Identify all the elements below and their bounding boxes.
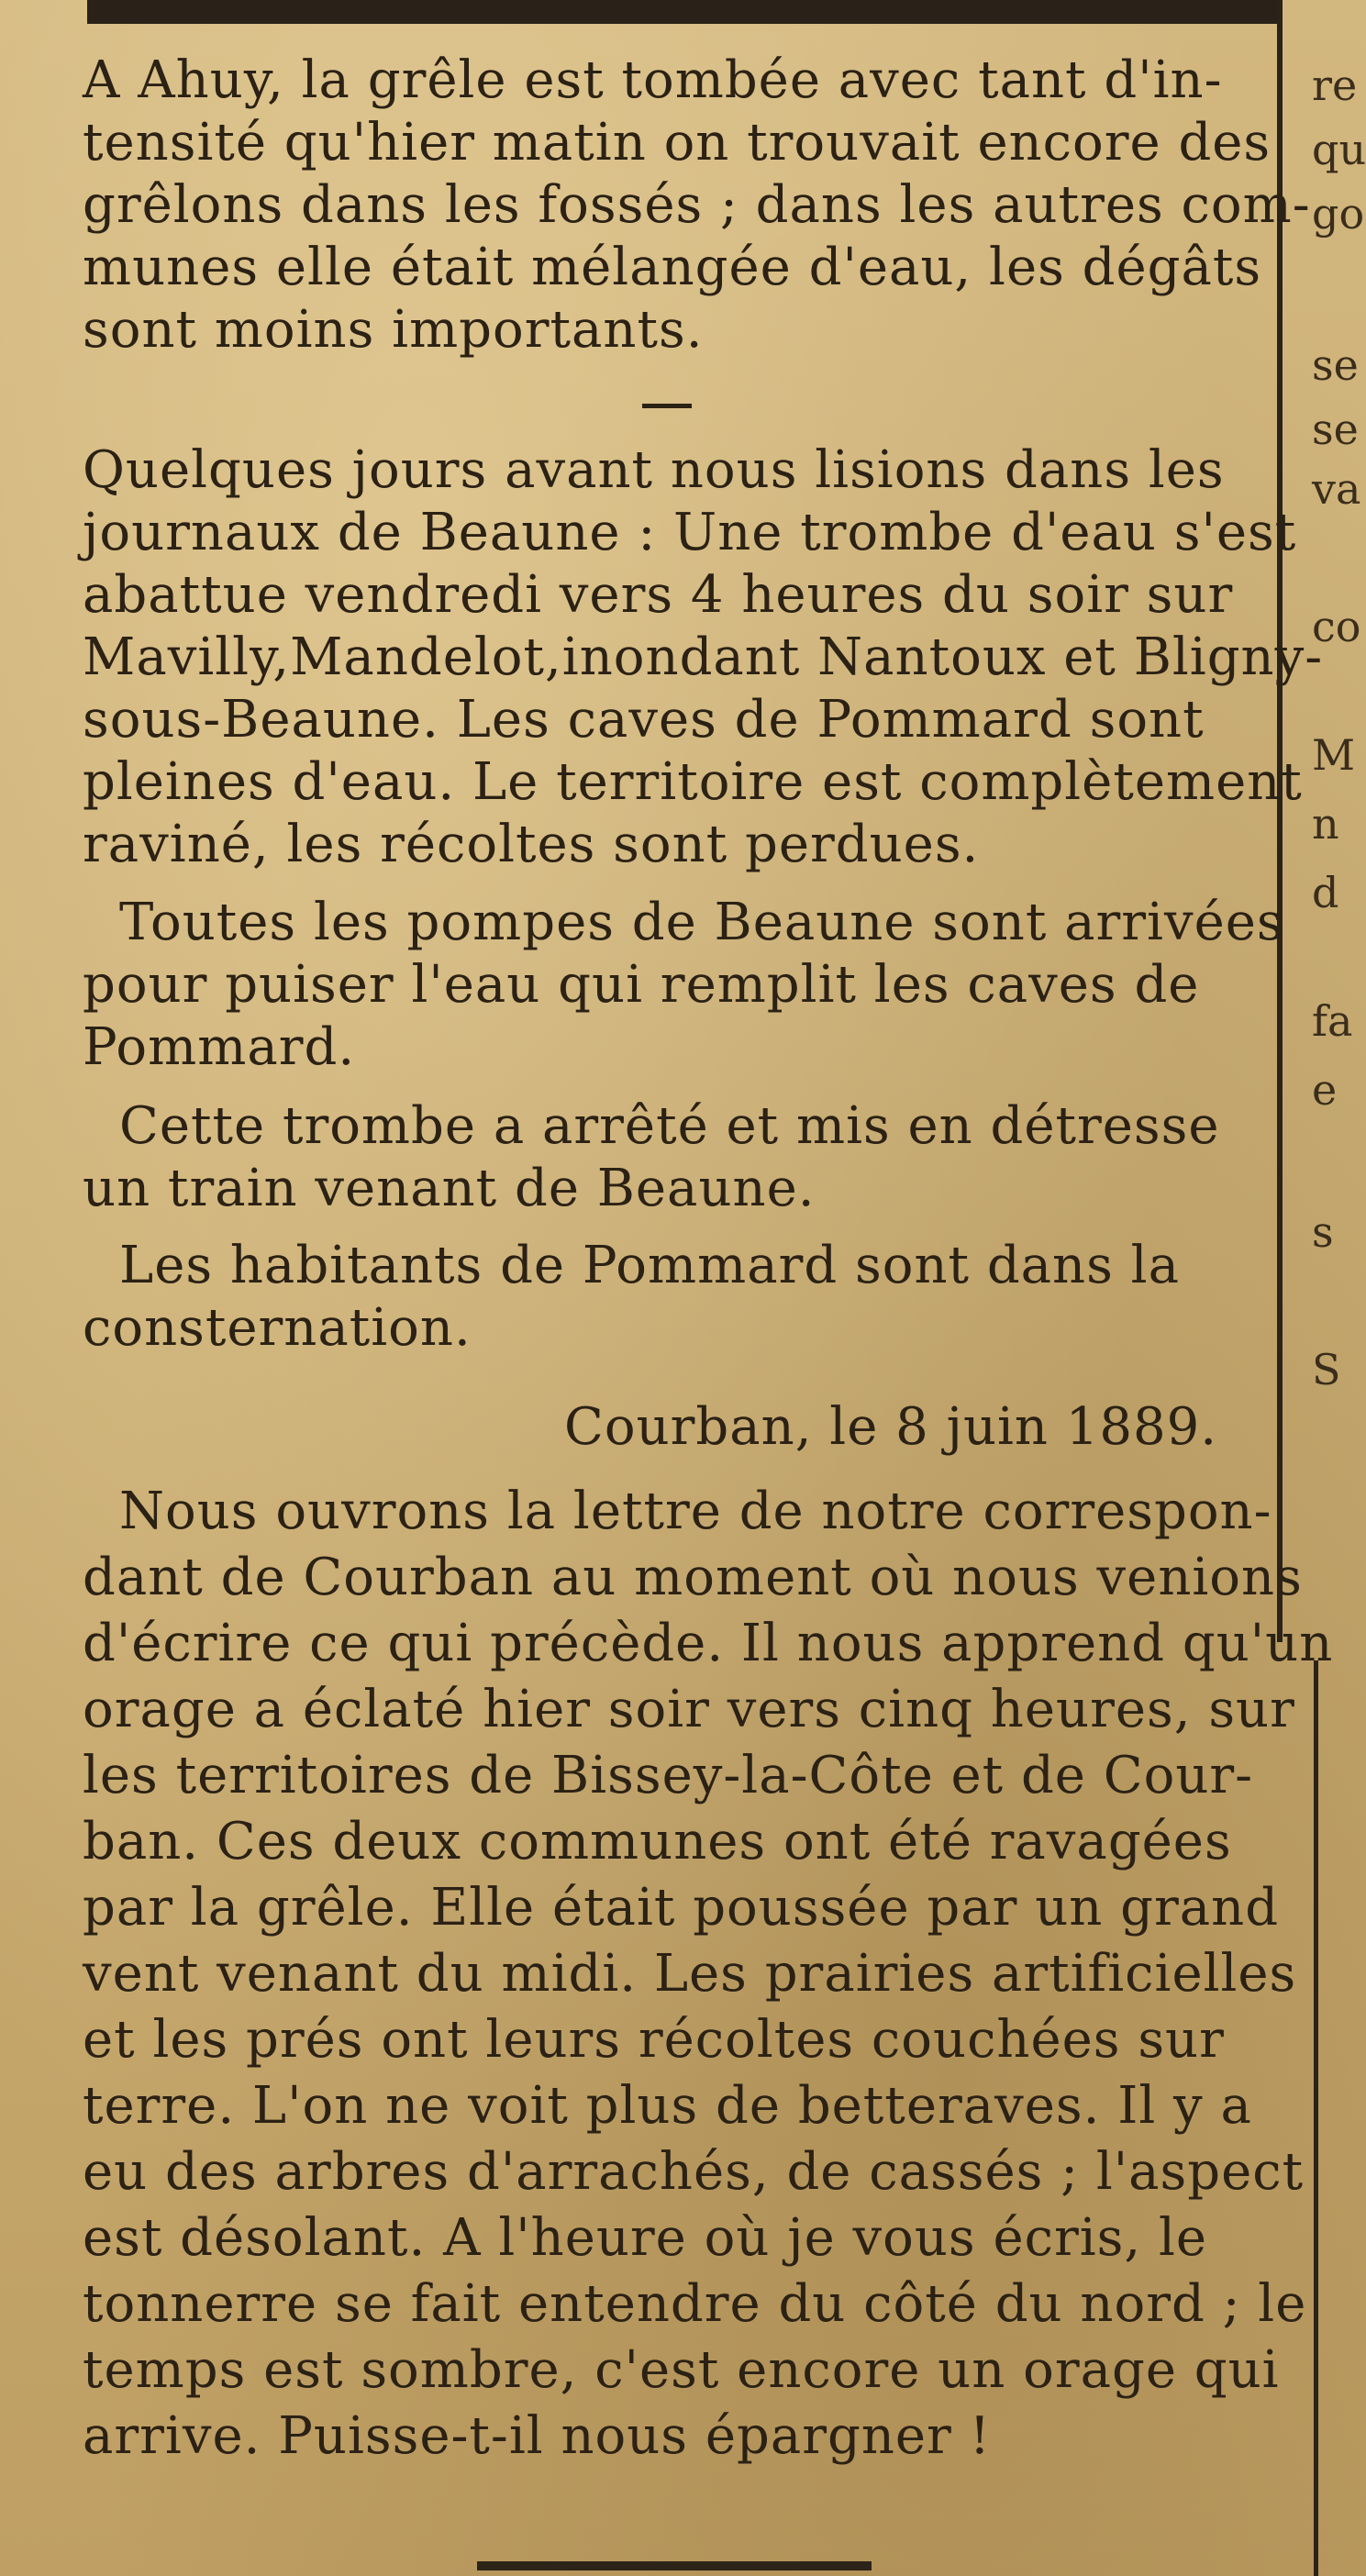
section-separator-dash — [642, 404, 692, 408]
fragment: n — [1312, 799, 1339, 849]
text-line: vent venant du midi. Les prairies artificielles — [83, 1944, 1297, 2004]
fragment: se — [1312, 405, 1359, 454]
text-line: eu des arbres d'arrachés, de cassés ; l'aspect — [83, 2142, 1305, 2202]
text-line: par la grêle. Elle était poussée par un grand — [83, 1878, 1280, 1938]
text-line: Les habitants de Pommard sont dans la — [119, 1236, 1180, 1295]
fragment: s — [1312, 1207, 1334, 1257]
text-line: A Ahuy, la grêle est tombée avec tant d'in- — [83, 50, 1223, 110]
fragment: se — [1312, 340, 1359, 390]
text-line: grêlons dans les fossés ; dans les autres com- — [83, 175, 1311, 235]
text-line: pour puiser l'eau qui remplit les caves de — [83, 955, 1200, 1015]
text-line: Cette trombe a arrêté et mis en détresse — [119, 1096, 1220, 1156]
text-line: pleines d'eau. Le territoire est complètement — [83, 752, 1303, 812]
dateline: Courban, le 8 juin 1889. — [564, 1397, 1218, 1457]
text-line: abattue vendredi vers 4 heures du soir sur — [83, 565, 1234, 625]
fragment: va — [1312, 464, 1361, 514]
column-rule-lower — [1314, 1660, 1318, 2576]
fragment: re — [1312, 61, 1358, 110]
fragment: S — [1312, 1345, 1341, 1394]
text-line: orage a éclaté hier soir vers cinq heures, sur — [83, 1680, 1295, 1739]
bottom-rule — [477, 2561, 872, 2570]
fragment: M — [1312, 730, 1356, 780]
text-line: arrive. Puisse-t-il nous épargner ! — [83, 2406, 992, 2466]
text-line: Toutes les pompes de Beaune sont arrivées — [119, 893, 1284, 952]
text-line: journaux de Beaune : Une trombe d'eau s'est — [83, 503, 1297, 562]
fragment: co — [1312, 602, 1361, 651]
text-line: tonnerre se fait entendre du côté du nord ; le — [83, 2274, 1307, 2334]
text-line: sont moins importants. — [83, 300, 704, 360]
text-line: Pommard. — [83, 1017, 356, 1077]
fragment: d — [1312, 868, 1339, 917]
text-line: et les prés ont leurs récoltes couchées sur — [83, 2010, 1225, 2070]
fragment: go — [1312, 189, 1365, 239]
text-line: Mavilly,Mandelot,inondant Nantoux et Bligny- — [83, 627, 1324, 687]
text-line: sous-Beaune. Les caves de Pommard sont — [83, 690, 1205, 749]
fragment: fa — [1312, 996, 1353, 1046]
adjacent-column-fragments — [1312, 0, 1366, 1431]
fragment: qu — [1312, 125, 1366, 174]
text-line: ban. Ces deux communes ont été ravagées — [83, 1812, 1232, 1871]
column-rule — [1277, 0, 1283, 1642]
text-line: temps est sombre, c'est encore un orage qui — [83, 2340, 1280, 2400]
text-line: raviné, les récoltes sont perdues. — [83, 815, 980, 874]
text-line: terre. L'on ne voit plus de betteraves. Il y a — [83, 2076, 1252, 2136]
text-line: Nous ouvrons la lettre de notre correspon- — [119, 1482, 1272, 1541]
text-line: un train venant de Beaune. — [83, 1159, 816, 1218]
top-border-bar — [87, 0, 1280, 24]
text-line: Quelques jours avant nous lisions dans les — [83, 440, 1225, 500]
text-line: consternation. — [83, 1298, 472, 1358]
text-line: dant de Courban au moment où nous venions — [83, 1548, 1303, 1607]
text-line: munes elle était mélangée d'eau, les dégâts — [83, 238, 1262, 297]
text-line: tensité qu'hier matin on trouvait encore des — [83, 113, 1272, 172]
fragment: e — [1312, 1065, 1338, 1115]
text-line: est désolant. A l'heure où je vous écris, le — [83, 2208, 1208, 2268]
text-line: les territoires de Bissey-la-Côte et de Cour- — [83, 1746, 1254, 1805]
text-line: d'écrire ce qui précède. Il nous apprend qu'un — [83, 1614, 1334, 1673]
